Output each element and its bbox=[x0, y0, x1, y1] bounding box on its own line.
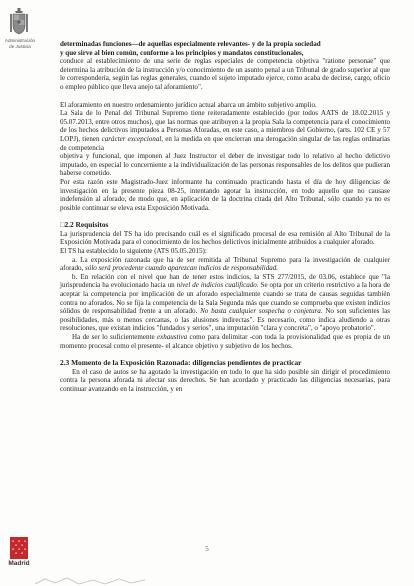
paragraph-razon: Por esta razón este Magistrado-Juez informante ha continuado practicando hasta el día de hoy diligencias de investigación en la presente pieza 08-25, intentando agotar la instrucción, en todo aquello que no causase indefensión al aforado, de modo que, en aplicación de la doctrina citada del Alto Tribunal, sólo cuando ya no es posible continuar se eleva esta Exposición Motivada. bbox=[60, 177, 390, 212]
paragraph-jurisprudencia: La jurisprudencia del TS ha ido precisando cuál es el significado procesal de esa remisión al Alto Tribunal de la Exposición Motivada para el conocimiento de los hechos delictivos inicialmente atribuidos a cualquier aforado. bbox=[60, 229, 390, 247]
paragraph-objetiva: objetiva y funcional, que imponen al Juez Instructor el deber de investigar todo lo relativo al hecho delictivo imputado, en especial lo concerniente a la individualización de las personas responsables de los delitos que pudieran haberse cometido. bbox=[60, 152, 390, 178]
organization-label: Administración de Justicia bbox=[4, 38, 36, 49]
page-number: 5 bbox=[205, 545, 209, 553]
section-heading-requisitos: □2.2 Requisitos bbox=[60, 220, 109, 230]
list-item-b-continuation: Ha de ser lo suficientemente exhaustiva como para delimitar -con toda la provisionalidad que es propia de un momento procesal como el presente- el alcance objetivo y subjetivo de los hechos. bbox=[60, 333, 390, 350]
section-heading-momento: 2.3 Momento de la Exposición Razonada: diligencias pendientes de practicar bbox=[60, 358, 302, 368]
paragraph-aforamiento: El aforamiento en nuestro ordenamiento jurídico actual abarca un ámbito subjetivo amplio. bbox=[60, 100, 317, 109]
coat-of-arms-icon bbox=[9, 8, 29, 36]
document-body bbox=[60, 40, 390, 394]
checkbox-glyph-icon: □ bbox=[60, 220, 65, 230]
paragraph-sala-penal: La Sala de lo Penal del Tribunal Supremo tiene reiteradamente establecido (por todos AATS de 18.02.2015 y 05.07.2013, entre otros muchos), que las normas que atribuyen a la propia Sala la competencia para el conocimiento de los hechos delictivos imputados a Personas Aforadas, en este caso, a miembros del Gobierno, (arts. 102 CE y 57 LOPJ), tienen carácter excepcional, en la medida en que encierran una derogación singular de las reglas ordinarias de competencia bbox=[60, 109, 390, 152]
intro-bold-line-2: y que sirve al bien común, conforme a los principios y mandatos constitucionales, bbox=[60, 48, 304, 57]
list-item-b: b. En relación con el nivel que han de tener estos indicios, la STS 277/2015, de 03.06, establece que "la jurisprudencia ha evolucionado hacia un nivel de indicios cualificado. Se opta por un criterio restrictivo a la hora de aceptar la competencia por implicación de un aforado especialmente cuando se trata de causas seguidas también contra no aforados. No se fija la competencia de la Sala Segunda más que cuando se comprueba que existen indicios sólidos de responsabilidad frente a un aforado. No basta cualquier sospecha o conjetura. No son suficientes las posibilidades, más o menos cercanas, o las alusiones indirectas". Es necesario, como indica aludiendo a otras resoluciones, que existan indicios "fundados y serios", una imputación "clara y concreta", o "apoyo probatorio". bbox=[60, 272, 391, 333]
madrid-logo-icon bbox=[10, 537, 28, 559]
paragraph-ts-establecido: El TS ha establecido lo siguiente (ATS 05.05.2015): bbox=[60, 247, 207, 256]
paragraph-final: En el caso de autos se ha agotado la investigación en todo lo que ha sido posible sin dirigir el procedimiento contra la persona aforada ni afectar sus derechos. Se han acordado y practicado las diligencias necesarias, para continuar avanzando en la instrucción, y en bbox=[60, 367, 390, 393]
torn-edge-decoration bbox=[35, 576, 145, 586]
intro-paragraph: conduce al establecimiento de una serie de reglas especiales de competencia objetiva "ratione personae" que determina la atribución de la instrucción y/o conocimiento de un asunto penal a un Tribunal de grado superior al que le correspondería, según las reglas generales, cuando el sujeto imputado ejerce, como acaba de decirse, cargo, oficio o empleo público que lleva anejo tal aforamiento". bbox=[60, 57, 390, 91]
list-item-a: a. La exposición razonada que ha de ser remitida al Tribunal Supremo para la investigación de cualquier aforado, sólo será procedente cuando aparezcan indicios de responsabilidad. bbox=[60, 255, 390, 273]
madrid-label: Madrid bbox=[8, 560, 30, 567]
intro-bold-line-1: determinadas funciones—de aquellas especialmente relevantes- y de la propia sociedad bbox=[60, 40, 321, 48]
